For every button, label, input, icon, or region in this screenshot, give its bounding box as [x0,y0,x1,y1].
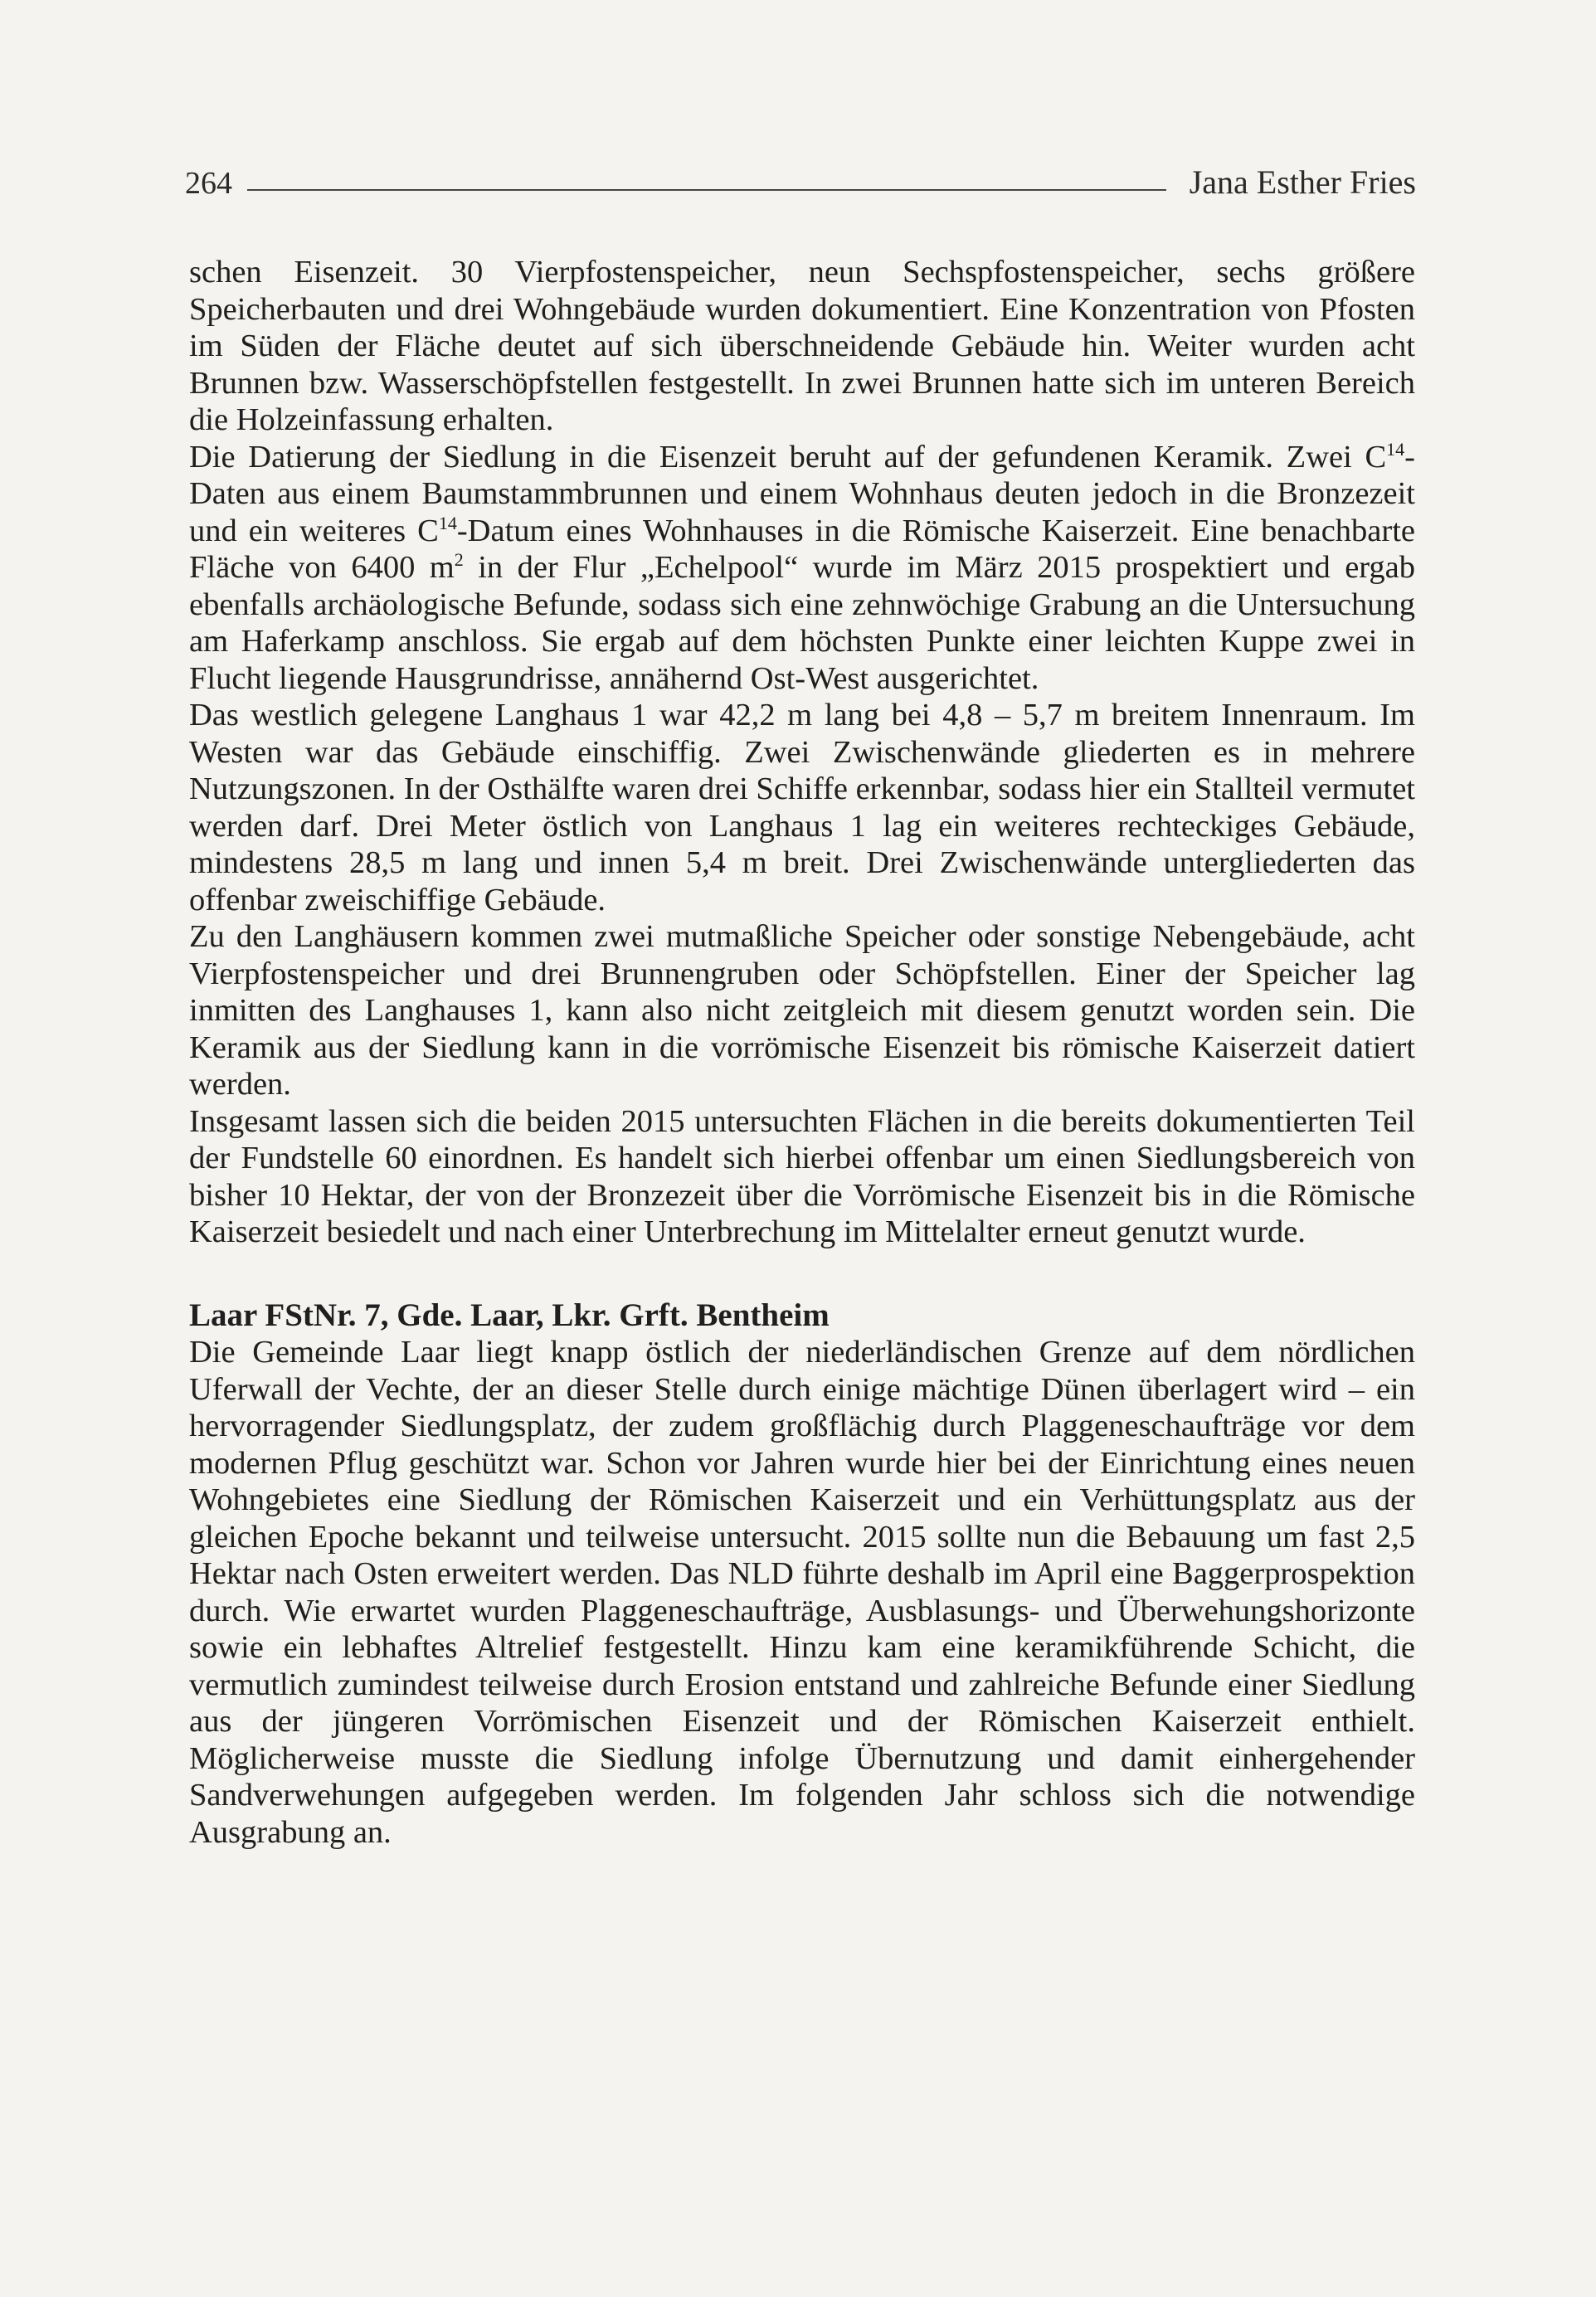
body-text [189,254,1415,1851]
paragraph-2-part-3: -Datum eines Wohnhauses in die Römische Kaiserzeit. Eine benachbarte Fläche von 6400 m [189,513,1415,585]
page-number: 264 [185,166,232,201]
header-rule [247,189,1166,191]
running-author: Jana Esther Fries [1189,163,1416,201]
section-heading: Laar FStNr. 7, Gde. Laar, Lkr. Grft. Bentheim [189,1297,830,1333]
paragraph-1: schen Eisenzeit. 30 Vierpfostenspeicher, neun Sechspfostenspeicher, sechs größere Speicherbauten und drei Wohngebäude wurden dokumentiert. Eine Konzentration von Pfosten im Süden der Fläche deutet auf sich überschneidende Gebäude hin. Weiter wurden acht Brunnen bzw. Wasserschöpfstellen festgestellt. In zwei Brunnen hatte sich im unteren Bereich die Holzeinfassung erhalten. [189,255,1415,437]
paragraph-2-part-4: in der Flur „Echelpool“ wurde im März 2015 prospektiert und ergab ebenfalls archäologische Befunde, sodass sich eine zehnwöchige Grabung an die Untersuchung am Haferkamp anschloss. Sie ergab auf dem höchsten Punkte einer leichten Kuppe zwei in Flucht liegende Hausgrundrisse, annähernd Ost-West ausgerichtet. [189,550,1415,696]
superscript-14: 14 [438,512,457,533]
paragraph-2 [189,439,1415,698]
superscript-14: 14 [1386,438,1405,460]
section-body: Die Gemeinde Laar liegt knapp östlich der niederländischen Grenze auf dem nördlichen Uferwall der Vechte, der an dieser Stelle durch einige mächtige Dünen überlagert wird – ein hervorragender Siedlungsplatz, der zudem großflächig durch Plaggeneschaufträge vor dem modernen Pflug geschützt war. Schon vor Jahren wurde hier bei der Einrichtung eines neuen Wohngebietes eine Siedlung der Römischen Kaiserzeit und ein Verhüttungsplatz aus der gleichen Epoche bekannt und teilweise untersucht. 2015 sollte nun die Bebauung um fast 2,5 Hektar nach Osten erweitert werden. Das NLD führte deshalb im April eine Baggerprospektion durch. Wie erwartet wurden Plaggeneschaufträge, Ausblasungs- und Überwehungshorizonte sowie ein lebhaftes Altrelief festgestellt. Hinzu kam eine keramikführende Schicht, die vermutlich zumindest teilweise durch Erosion entstand und zahlreiche Befunde einer Siedlung aus der jüngeren Vorrömischen Eisenzeit und der Römischen Kaiserzeit enthielt. Möglicherweise musste die Siedlung infolge Übernutzung und damit einhergehender Sandverwehungen aufgegeben werden. Im folgenden Jahr schloss sich die notwendige Ausgrabung an. [189,1335,1415,1850]
paragraph-3: Das westlich gelegene Langhaus 1 war 42,2 m lang bei 4,8 – 5,7 m breitem Innenraum. Im Westen war das Gebäude einschiffig. Zwei Zwischenwände gliederten es in mehrere Nutzungszonen. In der Osthälfte waren drei Schiffe erkennbar, sodass hier ein Stallteil vermutet werden darf. Drei Meter östlich von Langhaus 1 lag ein weiteres rechteckiges Gebäude, mindestens 28,5 m lang und innen 5,4 m breit. Drei Zwischenwände untergliederten das offenbar zweischiffige Gebäude. [189,698,1415,917]
running-head [185,149,1416,199]
paragraph-5: Insgesamt lassen sich die beiden 2015 untersuchten Flächen in die bereits dokumentierten Teil der Fundstelle 60 einordnen. Es handelt sich hierbei offenbar um einen Siedlungsbereich von bisher 10 Hektar, der von der Bronzezeit über die Vorrömische Eisenzeit bis in die Römische Kaiserzeit besiedelt und nach einer Unterbrechung im Mittelalter erneut genutzt wurde. [189,1103,1415,1249]
paragraph-2-part-2: -Daten aus einem Baumstammbrunnen und einem Wohnhaus deuten jedoch in die Bronzezeit und ein weiteres C [189,439,1415,548]
paragraph-4: Zu den Langhäusern kommen zwei mutmaßliche Speicher oder sonstige Nebengebäude, acht Vierpfostenspeicher und drei Brunnengruben oder Schöpfstellen. Einer der Speicher lag inmitten des Langhauses 1, kann also nicht zeitgleich mit diesem genutzt worden sein. Die Keramik aus der Siedlung kann in die vorrömische Eisenzeit bis römische Kaiserzeit datiert werden. [189,919,1415,1102]
paragraph-2-part-1: Die Datierung der Siedlung in die Eisenzeit beruht auf der gefundenen Keramik. Zwei C [189,439,1387,474]
superscript-2: 2 [454,549,464,571]
